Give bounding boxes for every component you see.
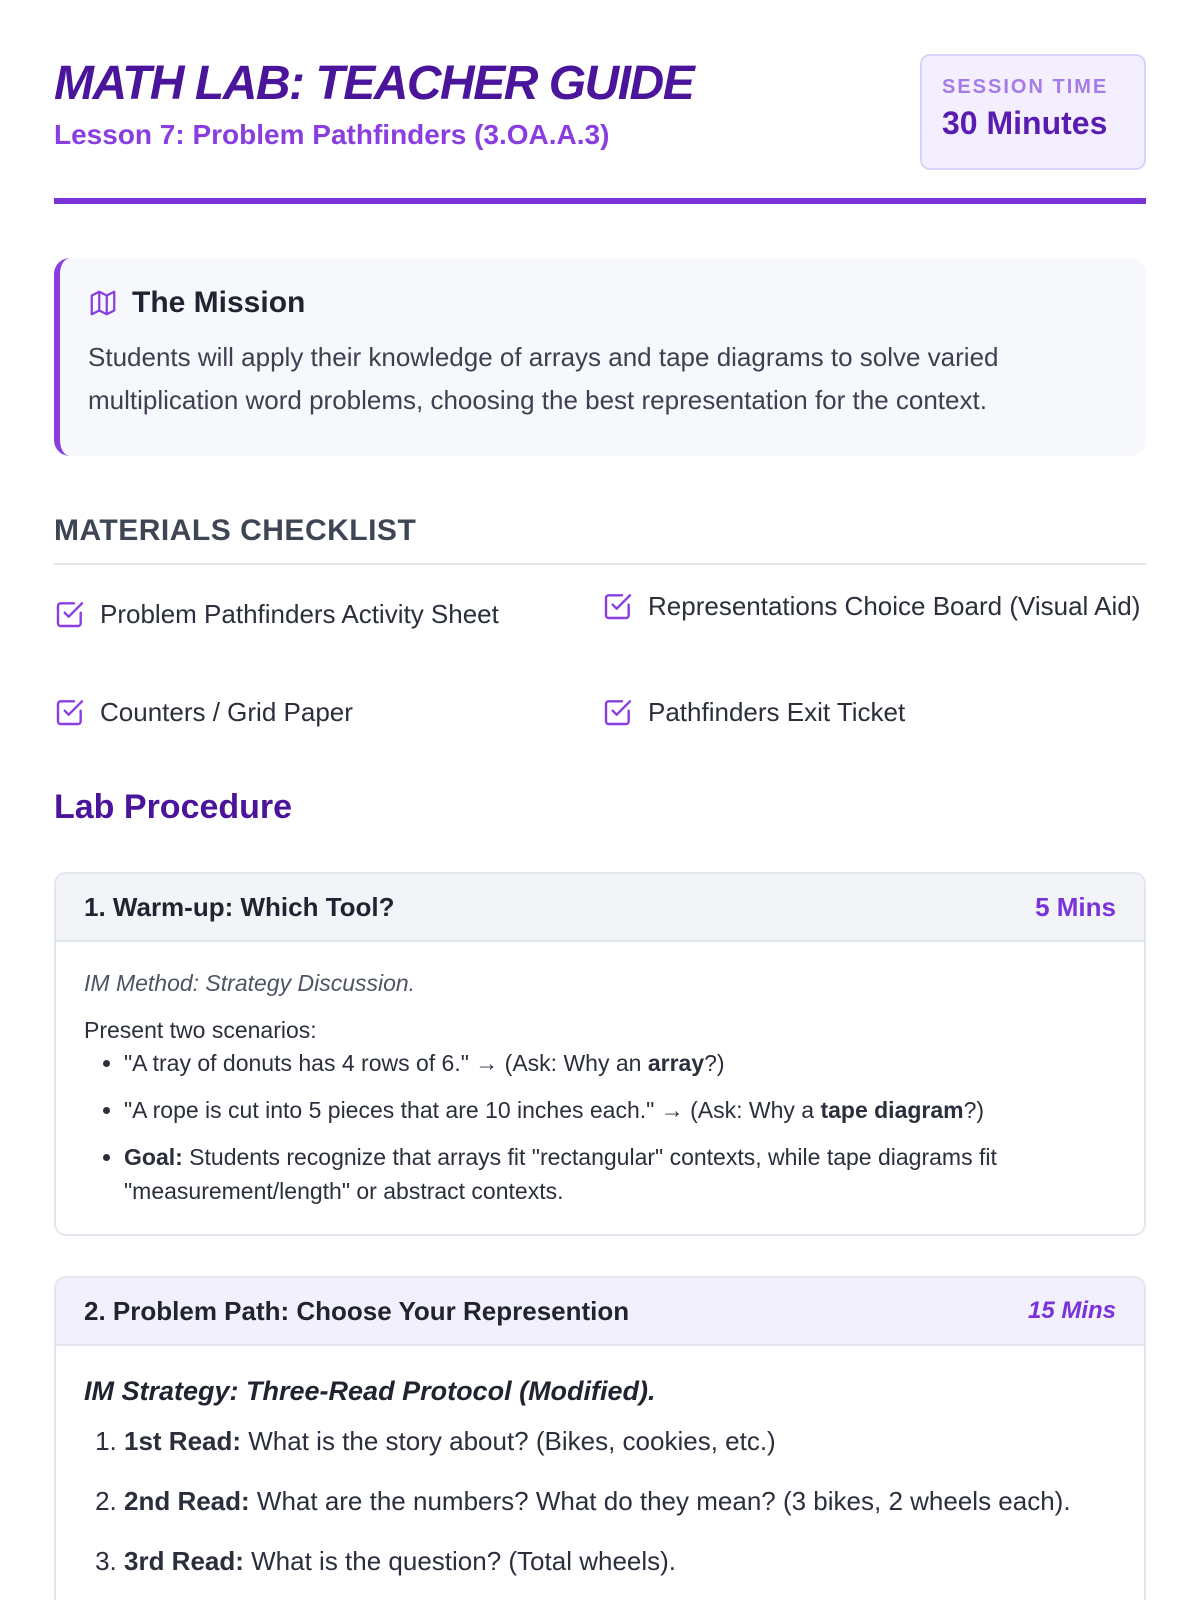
materials-divider (54, 563, 1146, 565)
step-body (56, 1346, 1144, 1581)
list-item: 2. 2nd Read: What are the numbers? What do they mean? (3 bikes, 2 wheels each). (124, 1481, 1116, 1521)
materials-item-label: Problem Pathfinders Activity Sheet (100, 599, 499, 629)
scenario-list (84, 1046, 1116, 1208)
step-title: 1. Warm-up: Which Tool? (84, 891, 395, 922)
checkbox-checked-icon (54, 598, 86, 630)
step-intro: Present two scenarios: (84, 1017, 317, 1043)
step-method: IM Method: Strategy Discussion. (84, 970, 416, 996)
materials-heading: MATERIALS CHECKLIST (54, 514, 417, 547)
list-item: 1. 1st Read: What is the story about? (Bikes, cookies, etc.) (124, 1421, 1116, 1461)
session-time-badge (920, 54, 1146, 170)
page-title: MATH LAB: TEACHER GUIDE (54, 57, 694, 110)
list-item: • Goal: Students recognize that arrays fit "rectangular" contexts, while tape diagrams fit "measurement/length" or abstract contexts. (124, 1140, 1116, 1208)
session-time-label: SESSION TIME (942, 76, 1109, 98)
step-duration: 15 Mins (1027, 1297, 1116, 1324)
mission-title: The Mission (132, 286, 306, 319)
materials-item (54, 594, 574, 634)
materials-item-label: Pathfinders Exit Ticket (648, 697, 906, 727)
step-header (56, 874, 1144, 942)
list-item: • "A rope is cut into 5 pieces that are 10 inches each." → (Ask: Why a tape diagram?) (124, 1093, 1116, 1127)
step-title: 2. Problem Path: Choose Your Represention (84, 1295, 630, 1326)
list-item: 3. 3rd Read: What is the question? (Total wheels). (124, 1541, 1116, 1581)
procedure-step-card (54, 872, 1146, 1236)
mission-callout (54, 258, 1146, 456)
materials-item-label: Counters / Grid Paper (100, 697, 353, 727)
materials-item-label: Representations Choice Board (Visual Aid) (648, 591, 1141, 621)
lesson-subtitle: Lesson 7: Problem Pathfinders (3.OA.A.3) (54, 119, 610, 150)
mission-header (88, 286, 1116, 320)
step-body (56, 942, 1144, 1208)
list-item: • "A tray of donuts has 4 rows of 6." → (Ask: Why an array?) (124, 1046, 1116, 1080)
map-icon (88, 288, 118, 318)
page-header (54, 0, 1146, 204)
procedure-step-card (54, 1276, 1146, 1600)
mission-text: Students will apply their knowledge of arrays and tape diagrams to solve varied multiplication word problems, choosing the best representation for the context. (88, 342, 999, 415)
session-time-value: 30 Minutes (942, 105, 1108, 141)
checkbox-checked-icon (602, 590, 634, 622)
checkbox-checked-icon (54, 696, 86, 728)
teacher-guide-page (54, 0, 1146, 1576)
checkbox-checked-icon (602, 696, 634, 728)
materials-item (602, 586, 1146, 626)
three-read-list (84, 1421, 1116, 1581)
materials-item (602, 692, 1146, 732)
materials-item (54, 692, 574, 732)
step-strategy: IM Strategy: Three-Read Protocol (Modified). (84, 1376, 656, 1406)
step-header (56, 1278, 1144, 1346)
procedure-heading: Lab Procedure (54, 788, 293, 826)
step-duration: 5 Mins (1035, 891, 1116, 922)
